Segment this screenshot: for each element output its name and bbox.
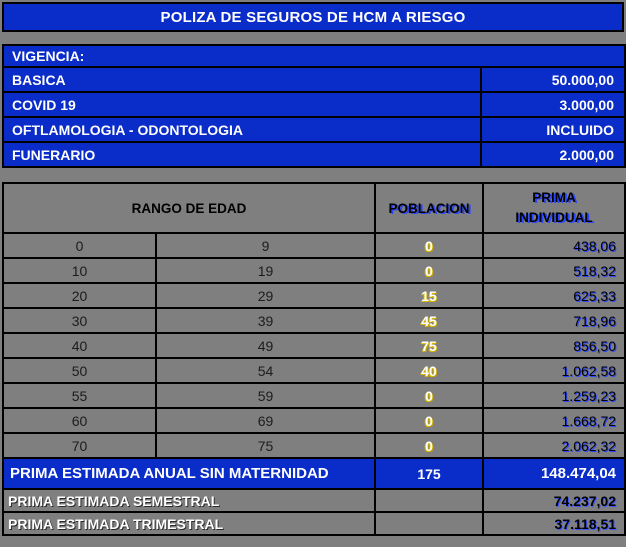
premium-cell: 625,33 xyxy=(483,283,625,308)
coverage-value-cell: 50.000,00 xyxy=(481,67,625,92)
empty-cell xyxy=(375,489,483,512)
coverage-row xyxy=(3,142,625,167)
age-to-cell: 54 xyxy=(156,358,375,383)
coverage-table xyxy=(2,44,626,168)
table-row xyxy=(3,283,625,308)
age-from-cell: 60 xyxy=(3,408,156,433)
population-cell: 0 xyxy=(375,433,483,458)
age-range-header-cell: RANGO DE EDAD xyxy=(3,183,375,233)
quarterly-total-label: PRIMA ESTIMADA TRIMESTRAL xyxy=(3,512,375,535)
age-from-cell: 0 xyxy=(3,233,156,258)
semiannual-total-value: 74.237,02 xyxy=(483,489,625,512)
age-to-cell: 29 xyxy=(156,283,375,308)
age-to-cell: 19 xyxy=(156,258,375,283)
vigencia-header-row xyxy=(3,45,625,67)
age-from-cell: 40 xyxy=(3,333,156,358)
age-to-cell: 75 xyxy=(156,433,375,458)
age-from-cell: 50 xyxy=(3,358,156,383)
table-row xyxy=(3,358,625,383)
premium-header-cell xyxy=(483,183,625,233)
premium-header-line2: INDIVIDUAL xyxy=(515,210,593,225)
coverage-label-cell: BASICA xyxy=(3,67,481,92)
age-to-cell: 9 xyxy=(156,233,375,258)
population-cell: 15 xyxy=(375,283,483,308)
coverage-value-cell: INCLUIDO xyxy=(481,117,625,142)
coverage-row xyxy=(3,92,625,117)
quarterly-total-row xyxy=(3,512,625,535)
empty-cell xyxy=(375,512,483,535)
population-cell: 40 xyxy=(375,358,483,383)
population-cell: 0 xyxy=(375,408,483,433)
spacer xyxy=(0,168,626,182)
premium-cell: 1.062,58 xyxy=(483,358,625,383)
table-row xyxy=(3,233,625,258)
annual-total-value: 148.474,04 xyxy=(483,458,625,489)
premium-cell: 1.259,23 xyxy=(483,383,625,408)
table-row xyxy=(3,333,625,358)
age-to-cell: 39 xyxy=(156,308,375,333)
age-from-cell: 20 xyxy=(3,283,156,308)
age-from-cell: 55 xyxy=(3,383,156,408)
coverage-label-cell: FUNERARIO xyxy=(3,142,481,167)
semiannual-total-label: PRIMA ESTIMADA SEMESTRAL xyxy=(3,489,375,512)
coverage-row xyxy=(3,67,625,92)
age-to-cell: 59 xyxy=(156,383,375,408)
age-to-cell: 49 xyxy=(156,333,375,358)
spacer xyxy=(0,32,626,44)
population-cell: 0 xyxy=(375,258,483,283)
page-title: POLIZA DE SEGUROS DE HCM A RIESGO xyxy=(160,8,466,26)
age-from-cell: 30 xyxy=(3,308,156,333)
coverage-row xyxy=(3,117,625,142)
age-from-cell: 10 xyxy=(3,258,156,283)
premium-header-line1: PRIMA xyxy=(532,190,576,206)
population-cell: 75 xyxy=(375,333,483,358)
table-row xyxy=(3,308,625,333)
rates-table xyxy=(2,182,626,536)
annual-total-label: PRIMA ESTIMADA ANUAL SIN MATERNIDAD xyxy=(3,458,375,489)
coverage-label-cell: COVID 19 xyxy=(3,92,481,117)
population-cell: 0 xyxy=(375,383,483,408)
age-from-cell: 70 xyxy=(3,433,156,458)
table-row xyxy=(3,383,625,408)
premium-cell: 518,32 xyxy=(483,258,625,283)
premium-cell: 856,50 xyxy=(483,333,625,358)
population-cell: 0 xyxy=(375,233,483,258)
table-row xyxy=(3,408,625,433)
premium-cell: 2.062,32 xyxy=(483,433,625,458)
title-bar xyxy=(2,2,624,32)
premium-cell: 718,96 xyxy=(483,308,625,333)
coverage-value-cell: 3.000,00 xyxy=(481,92,625,117)
vigencia-header-cell: VIGENCIA: xyxy=(3,45,625,67)
table-row xyxy=(3,258,625,283)
population-header-cell: POBLACION xyxy=(375,183,483,233)
table-row xyxy=(3,433,625,458)
premium-cell: 1.668,72 xyxy=(483,408,625,433)
annual-total-row xyxy=(3,458,625,489)
coverage-value-cell: 2.000,00 xyxy=(481,142,625,167)
coverage-label-cell: OFTLAMOLOGIA - ODONTOLOGIA xyxy=(3,117,481,142)
quarterly-total-value: 37.118,51 xyxy=(483,512,625,535)
premium-cell: 438,06 xyxy=(483,233,625,258)
semiannual-total-row xyxy=(3,489,625,512)
population-cell: 45 xyxy=(375,308,483,333)
total-population-cell: 175 xyxy=(375,458,483,489)
rates-header-row xyxy=(3,183,625,233)
policy-sheet xyxy=(0,2,626,547)
age-to-cell: 69 xyxy=(156,408,375,433)
